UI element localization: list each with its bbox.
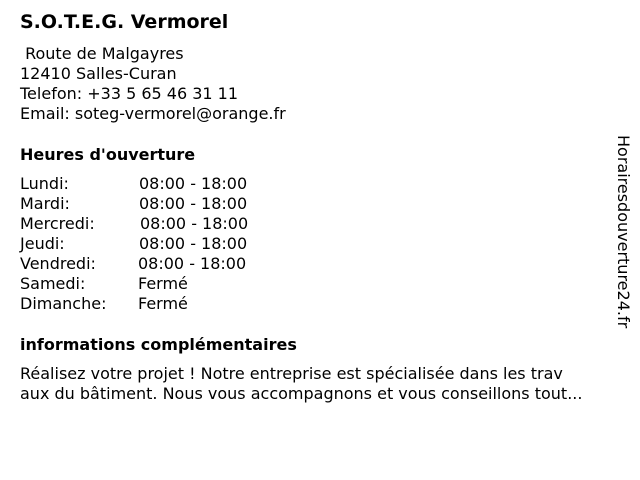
time-value: 08:00 - 18:00 [139, 234, 248, 253]
day-label: Jeudi: [20, 234, 65, 253]
day-label: Vendredi: [20, 254, 96, 273]
day-label: Mercredi: [20, 214, 95, 233]
hours-row-saturday [20, 274, 320, 294]
email-address: Email: soteg-vermorel@orange.fr [20, 104, 286, 123]
hours-row-sunday [20, 294, 320, 314]
time-value: 08:00 - 18:00 [140, 214, 249, 233]
address-city: 12410 Salles-Curan [20, 64, 177, 83]
additional-info-heading: informations complémentaires [20, 335, 297, 354]
day-label: Lundi: [20, 174, 69, 193]
address-street: Route de Malgayres [20, 44, 184, 63]
day-label: Dimanche: [20, 294, 107, 313]
phone-number: Telefon: +33 5 65 46 31 11 [20, 84, 239, 103]
hours-row-friday [20, 254, 320, 274]
time-value: Fermé [138, 274, 188, 293]
hours-row-tuesday [20, 194, 320, 214]
site-watermark-text: Horairesdouverture24.fr [614, 135, 633, 329]
description-line: Réalisez votre projet ! Notre entreprise est spécialisée dans les trav [20, 364, 563, 383]
opening-hours-table [20, 174, 320, 314]
day-label: Mardi: [20, 194, 70, 213]
business-address [20, 44, 286, 124]
time-value: 08:00 - 18:00 [138, 254, 247, 273]
site-watermark [612, 135, 634, 345]
additional-info-text [20, 364, 620, 404]
time-value: 08:00 - 18:00 [139, 194, 248, 213]
hours-row-wednesday [20, 214, 320, 234]
description-line: aux du bâtiment. Nous vous accompagnons et vous conseillons tout... [20, 384, 583, 403]
day-label: Samedi: [20, 274, 86, 293]
business-name: S.O.T.E.G. Vermorel [20, 11, 229, 33]
time-value: 08:00 - 18:00 [139, 174, 248, 193]
hours-row-thursday [20, 234, 320, 254]
time-value: Fermé [138, 294, 188, 313]
hours-row-monday [20, 174, 320, 194]
opening-hours-heading: Heures d'ouverture [20, 145, 196, 164]
